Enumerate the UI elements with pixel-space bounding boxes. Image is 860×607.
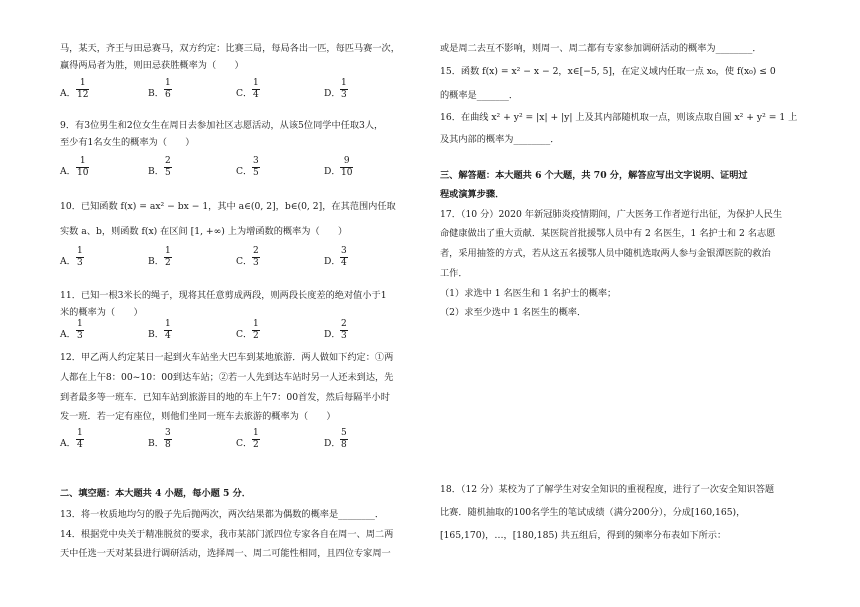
fraction-denominator: 3 xyxy=(253,258,259,268)
fraction-denominator: 3 xyxy=(77,331,83,341)
q17-part2: （2）求至少选中 1 名医生的概率． xyxy=(440,307,587,318)
q16-line1: 16．在曲线 x² + y² = |x| + |y| 上及其内部随机取一点，则该点取自圆 x² + y² = 1 上 xyxy=(440,112,798,123)
fraction xyxy=(252,247,260,268)
fraction-denominator: 2 xyxy=(165,258,171,268)
section3-heading-line2: 程或演算步骤． xyxy=(440,189,505,200)
fraction-numerator: 1 xyxy=(77,246,83,256)
fraction-denominator: 3 xyxy=(341,331,347,341)
fraction-denominator: 5 xyxy=(165,168,171,178)
fraction-denominator: 2 xyxy=(253,440,259,450)
fraction xyxy=(252,157,260,178)
option-label: C． xyxy=(236,438,253,449)
fraction xyxy=(252,79,260,100)
section3-heading-line1: 三、解答题：本大题共 6 个大题，共 70 分，解答应写出文字说明、证明过 xyxy=(440,170,748,181)
q14-line3: 或是周二去互不影响，则周一、周二都有专家参加调研活动的概率为________． xyxy=(440,43,762,54)
fraction xyxy=(340,157,353,178)
q8-line1: 马，某天，齐王与田忌赛马，双方约定：比赛三局，每局各出一匹，每匹马赛一次， xyxy=(60,43,400,54)
q12-line1: 12．甲乙两人约定某日一起到火车站坐大巴车到某地旅游．两人做如下约定：①两 xyxy=(60,352,394,363)
q17-part1: （1）求选中 1 名医生和 1 名护士的概率； xyxy=(440,288,617,299)
q13-text: 13．将一枚质地均匀的骰子先后抛两次，两次结果都为偶数的概率是________． xyxy=(60,509,385,520)
fraction-numerator: 1 xyxy=(77,428,83,438)
fraction-numerator: 5 xyxy=(341,428,347,438)
fraction-denominator: 8 xyxy=(165,440,171,450)
q17-line3: 者，采用抽签的方式，若从这五名援鄂人员中随机选取两人参与金银潭医院的救治 xyxy=(440,248,771,259)
q10-line2: 实数 a、b，则函数 f(x) 在区间 [1, +∞) 上为增函数的概率为（ ） xyxy=(60,226,348,237)
option-label: B． xyxy=(148,329,164,340)
fraction-numerator: 1 xyxy=(253,428,259,438)
fraction-denominator: 10 xyxy=(341,168,353,178)
option-label: C． xyxy=(236,256,253,267)
fraction xyxy=(76,157,89,178)
fraction-numerator: 3 xyxy=(253,156,259,166)
q12-line2: 人都在上午8：00~10：00到达车站；②若一人先到达车站时另一人还未到达，先 xyxy=(60,372,394,383)
fraction-numerator: 1 xyxy=(79,78,86,88)
fraction-denominator: 4 xyxy=(253,90,259,100)
q11-line1: 11．已知一根3米长的绳子，现将其任意剪成两段，则两段长度差的绝对值小于1 xyxy=(60,290,387,301)
q15-line1: 15．函数 f(x) = x² − x − 2，x∈[−5, 5]，在定义域内任取一点 x₀，使 f(x₀) ≤ 0 xyxy=(440,66,776,77)
q17-line2: 命健康做出了重大贡献．某医院首批援鄂人员中有 2 名医生，1 名护士和 2 名志愿 xyxy=(440,228,776,239)
fraction-numerator: 1 xyxy=(253,78,259,88)
option-label: A． xyxy=(60,88,76,99)
option-label: B． xyxy=(148,88,164,99)
fraction xyxy=(164,429,172,450)
q14-line2: 天中任选一天对某县进行调研活动，选择周一、周二可能性相同，且四位专家周一 xyxy=(60,548,391,559)
option-label: B． xyxy=(148,166,164,177)
fraction-numerator: 2 xyxy=(253,246,259,256)
fraction xyxy=(76,320,84,341)
fraction-denominator: 3 xyxy=(77,258,83,268)
fraction-numerator: 1 xyxy=(165,246,171,256)
fraction-denominator: 4 xyxy=(341,258,347,268)
fraction-denominator: 2 xyxy=(253,331,259,341)
fraction-numerator: 1 xyxy=(165,319,171,329)
fraction xyxy=(76,429,84,450)
fraction-numerator: 3 xyxy=(341,246,347,256)
q18-line1: 18．（12 分）某校为了了解学生对安全知识的重视程度，进行了一次安全知识答题 xyxy=(440,484,775,495)
q11-line2: 米的概率为（ ） xyxy=(60,307,143,318)
fraction-denominator: 8 xyxy=(341,440,347,450)
fraction-denominator: 5 xyxy=(253,168,259,178)
fraction xyxy=(340,247,348,268)
fraction xyxy=(252,320,260,341)
fraction-numerator: 1 xyxy=(253,319,259,329)
q15-line2: 的概率是_______． xyxy=(440,90,519,101)
fraction-numerator: 1 xyxy=(341,78,347,88)
fraction-numerator: 3 xyxy=(165,428,171,438)
fraction-numerator: 1 xyxy=(79,156,86,166)
fraction xyxy=(164,79,172,100)
fraction xyxy=(340,429,348,450)
fraction xyxy=(164,320,172,341)
q18-line2: 比赛．随机抽取的100名学生的笔试成绩（满分200分），分成[160,165)， xyxy=(440,507,746,518)
option-label: C． xyxy=(236,329,253,340)
option-label: D． xyxy=(324,166,341,177)
fraction-numerator: 2 xyxy=(165,156,171,166)
fraction xyxy=(340,320,348,341)
option-label: A． xyxy=(60,256,76,267)
fraction xyxy=(340,79,348,100)
q12-line4: 发一班．若一定有座位，则他们坐同一班车去旅游的概率为（ ） xyxy=(60,411,336,422)
option-label: A． xyxy=(60,438,76,449)
fraction-denominator: 4 xyxy=(77,440,83,450)
section2-heading: 二、填空题：本大题共 4 小题，每小题 5 分． xyxy=(60,488,251,499)
option-label: A． xyxy=(60,329,76,340)
option-label: A． xyxy=(60,166,76,177)
q17-line4: 工作． xyxy=(440,268,468,279)
fraction xyxy=(252,429,260,450)
fraction xyxy=(76,79,89,100)
fraction-numerator: 2 xyxy=(341,319,347,329)
fraction-denominator: 4 xyxy=(165,331,171,341)
fraction-numerator: 9 xyxy=(343,156,350,166)
fraction xyxy=(164,247,172,268)
fraction-numerator: 1 xyxy=(165,78,171,88)
option-label: D． xyxy=(324,256,341,267)
q10-line1: 10．已知函数 f(x) = ax² − bx − 1，其中 a∈(0, 2]，b∈(0, 2]，在其范围内任取 xyxy=(60,201,396,212)
q9-line1: 9．有3位男生和2位女生在周日去参加社区志愿活动，从该5位同学中任取3人， xyxy=(60,120,384,131)
q9-line2: 至少有1名女生的概率为（ ） xyxy=(60,137,195,148)
fraction-denominator: 12 xyxy=(77,90,89,100)
option-label: C． xyxy=(236,88,253,99)
q12-line3: 到者最多等一班车．已知车站到旅游目的地的车上午7：00首发，然后每隔半小时 xyxy=(60,392,390,403)
option-label: B． xyxy=(148,256,164,267)
option-label: D． xyxy=(324,88,341,99)
option-label: C． xyxy=(236,166,253,177)
fraction xyxy=(164,157,172,178)
q18-line3: [165,170)，…，[180,185) 共五组后，得到的频率分布表如下所示： xyxy=(440,530,727,541)
fraction xyxy=(76,247,84,268)
option-label: B． xyxy=(148,438,164,449)
q17-line1: 17．（10 分）2020 年新冠肺炎疫情期间，广大医务工作者逆行出征，为保护人民生 xyxy=(440,209,783,220)
fraction-denominator: 10 xyxy=(77,168,89,178)
option-label: D． xyxy=(324,438,341,449)
option-label: D． xyxy=(324,329,341,340)
q16-line2: 及其内部的概率为________． xyxy=(440,134,560,145)
fraction-numerator: 1 xyxy=(77,319,83,329)
fraction-denominator: 3 xyxy=(341,90,347,100)
fraction-denominator: 6 xyxy=(165,90,171,100)
q14-line1: 14．根据党中央关于精准脱贫的要求，我市某部门派四位专家各自在周一、周二两 xyxy=(60,529,394,540)
q8-line2: 赢得两局者为胜，则田忌获胜概率为（ ） xyxy=(60,60,244,71)
